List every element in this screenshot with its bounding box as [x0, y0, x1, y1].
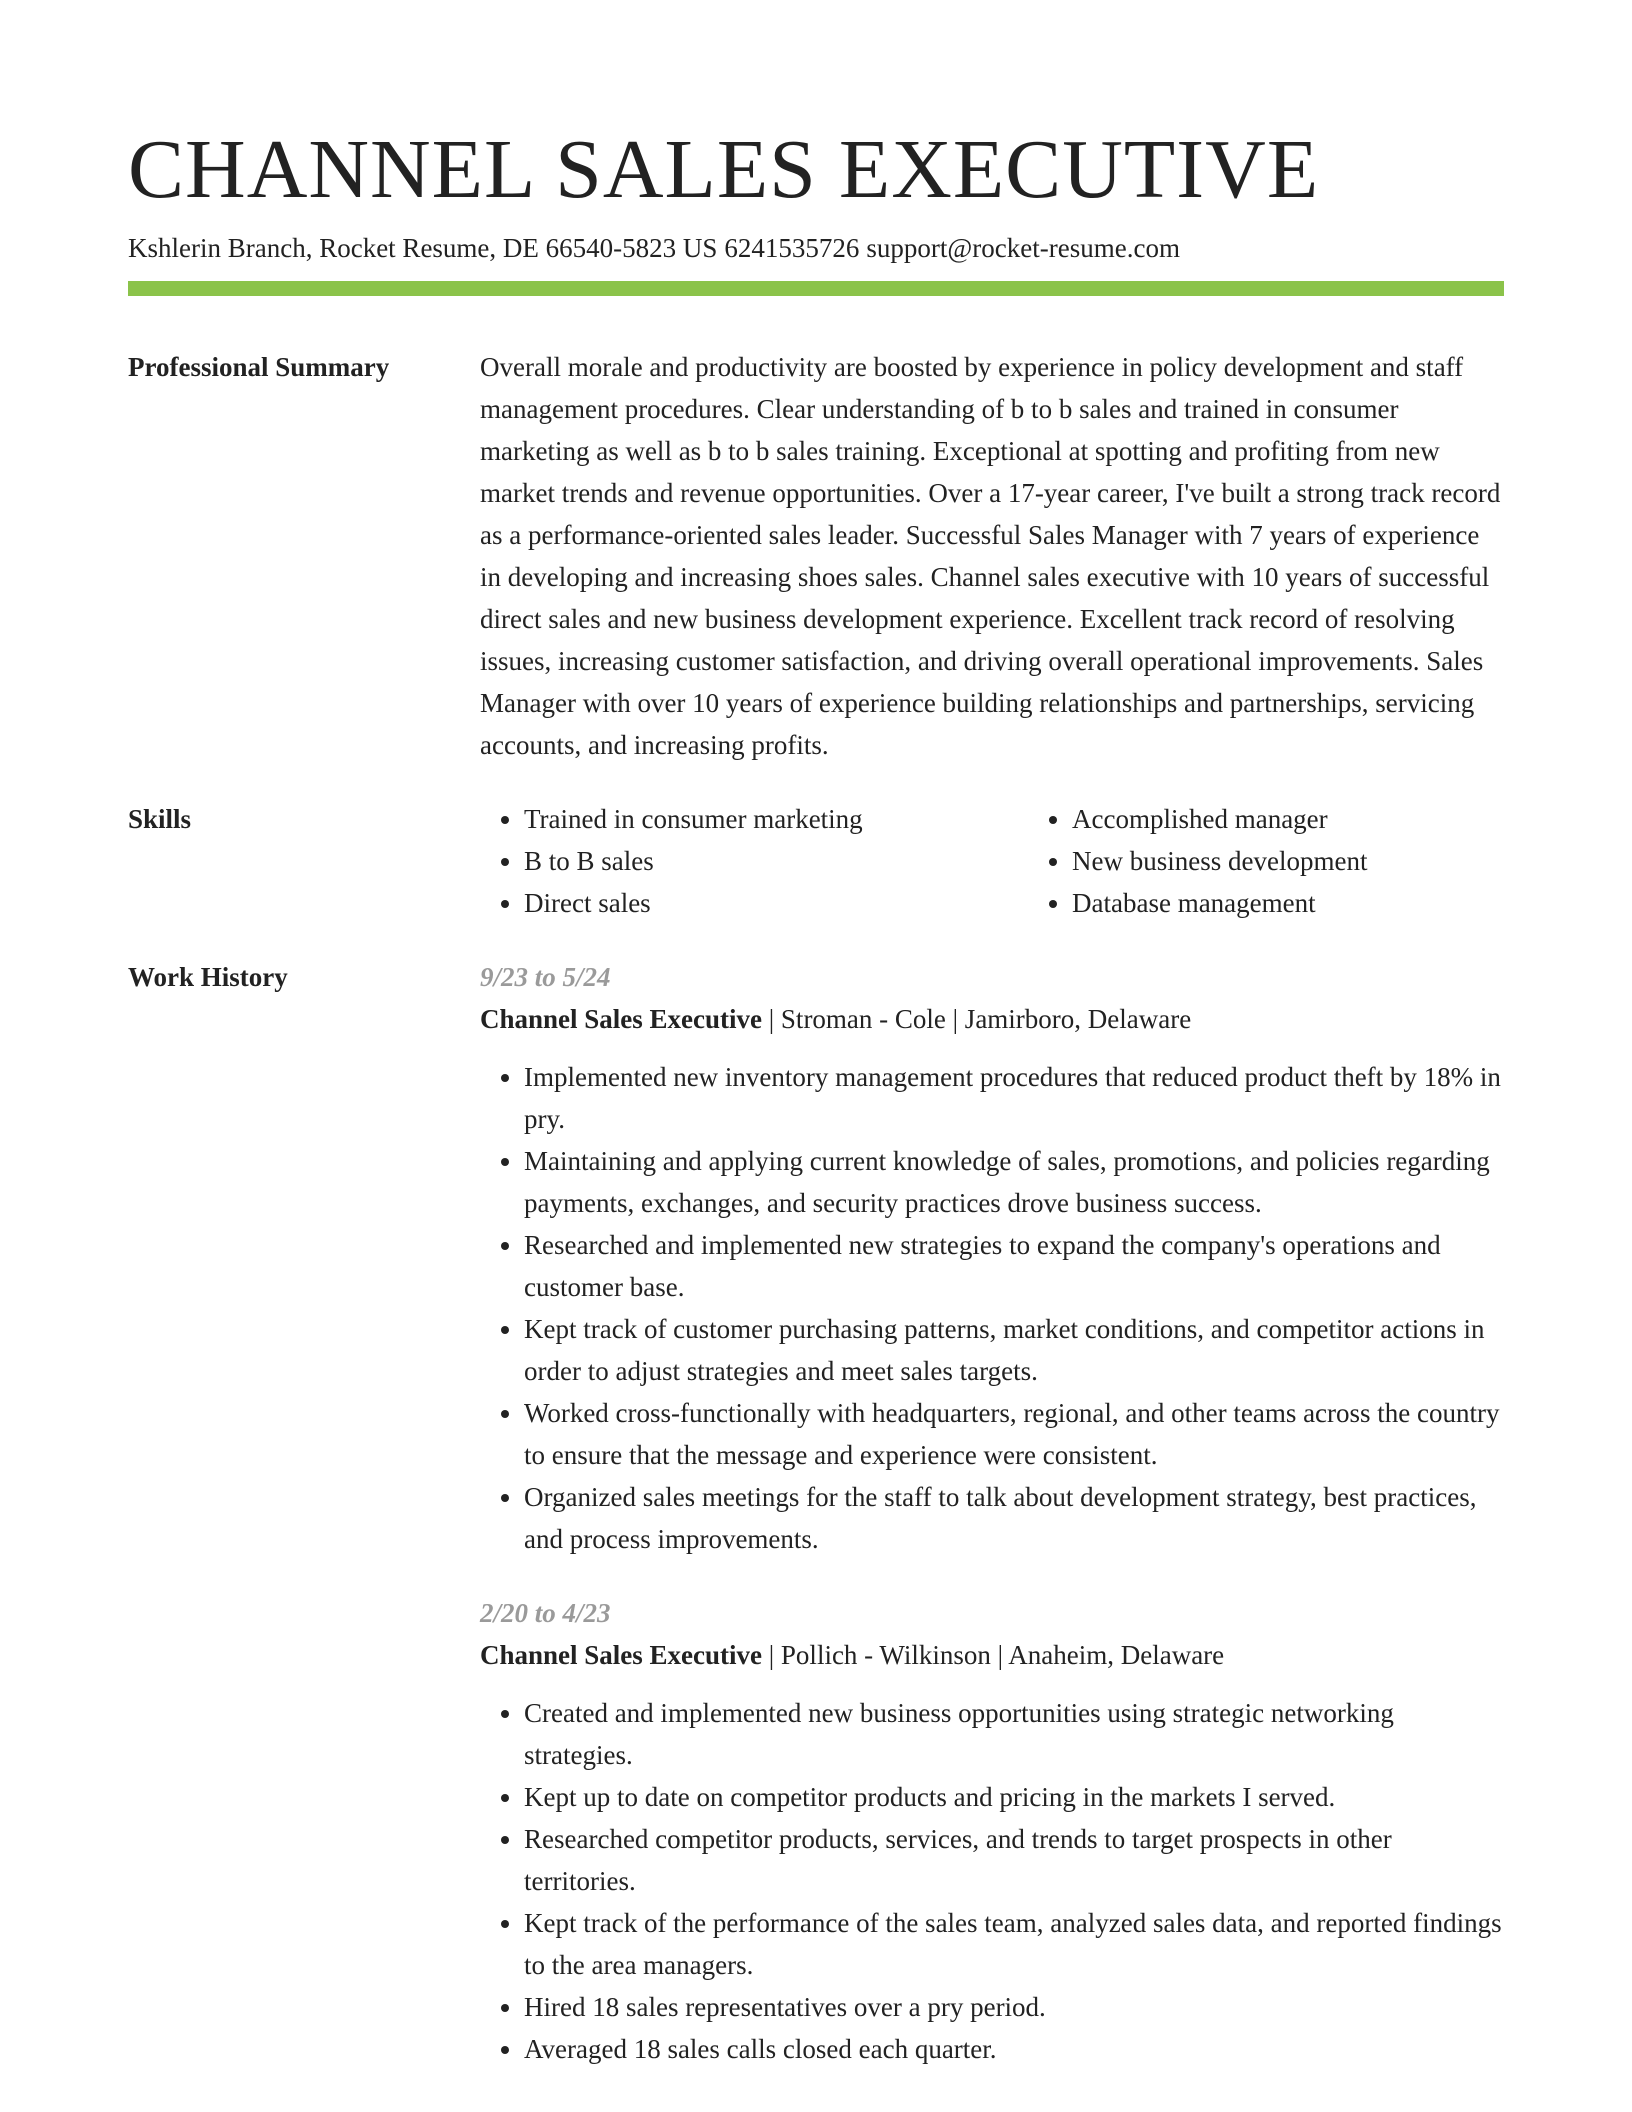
resume-page	[128, 0, 1504, 2070]
job-bullet: • Maintaining and applying current knowledge of sales, promotions, and policies regarding payments, exchanges, and security practices drove business success.	[524, 1140, 1504, 1224]
summary-body	[480, 346, 1504, 766]
skills-body	[480, 798, 1576, 924]
job-bullet: • Kept track of the performance of the sales team, analyzed sales data, and reported findings to the area managers.	[524, 1902, 1504, 1986]
skill-item: • New business development	[1072, 840, 1576, 882]
job-title-line	[480, 998, 1504, 1040]
skills-column-2	[1028, 798, 1576, 924]
contact-phone: 6241535726	[724, 233, 860, 263]
job-details: | Stroman - Cole | Jamirboro, Delaware	[762, 1004, 1192, 1034]
job-bullet: • Researched and implemented new strategies to expand the company's operations and customer base.	[524, 1224, 1504, 1308]
skill-item: • Direct sales	[524, 882, 1028, 924]
work-history-body	[480, 956, 1504, 2070]
job-bullets	[480, 1056, 1504, 1560]
job-bullet: • Organized sales meetings for the staff to talk about development strategy, best practices, and process improvements.	[524, 1476, 1504, 1560]
work-history-section	[128, 956, 1504, 2070]
skill-item: • B to B sales	[524, 840, 1028, 882]
job-bullet: • Created and implemented new business opportunities using strategic networking strategies.	[524, 1692, 1504, 1776]
job-entry	[480, 956, 1504, 1560]
summary-section	[128, 346, 1504, 766]
contact-line	[128, 230, 1504, 266]
skill-item: • Trained in consumer marketing	[524, 798, 1028, 840]
summary-heading: Professional Summary	[128, 352, 390, 382]
skills-column-1	[480, 798, 1028, 924]
skills-section	[128, 798, 1504, 924]
contact-email: support@rocket-resume.com	[866, 233, 1180, 263]
job-entry	[480, 1592, 1504, 2070]
job-bullet: • Researched competitor products, services, and trends to target prospects in other territories.	[524, 1818, 1504, 1902]
job-bullet: • Implemented new inventory management procedures that reduced product theft by 18% in pry.	[524, 1056, 1504, 1140]
resume-title: CHANNEL SALES EXECUTIVE	[128, 123, 1320, 216]
header-divider	[128, 281, 1504, 296]
job-title-line	[480, 1634, 1504, 1676]
work-history-heading: Work History	[128, 962, 288, 992]
job-dates: 2/20 to 4/23	[480, 1598, 611, 1628]
contact-address: Kshlerin Branch, Rocket Resume, DE 66540-5823 US	[128, 233, 718, 263]
skill-item: • Accomplished manager	[1072, 798, 1576, 840]
job-dates: 9/23 to 5/24	[480, 962, 611, 992]
job-bullet: • Averaged 18 sales calls closed each quarter.	[524, 2028, 1504, 2070]
job-title: Channel Sales Executive	[480, 1640, 763, 1670]
job-title: Channel Sales Executive	[480, 1004, 763, 1034]
skills-grid	[480, 798, 1576, 924]
job-bullet: • Worked cross-functionally with headquarters, regional, and other teams across the country to ensure that the message and experience were consistent.	[524, 1392, 1504, 1476]
job-bullet: • Hired 18 sales representatives over a pry period.	[524, 1986, 1504, 2028]
job-bullets	[480, 1692, 1504, 2070]
summary-text: Overall morale and productivity are boosted by experience in policy development and staff management procedures. Clear understanding of b to b sales and trained in consumer marketing as well as b to b sales training. Exceptional at spotting and profiting from new market trends and revenue opportunities. Over a 17-year career, I've built a strong track record as a performance-oriented sales leader. Successful Sales Manager with 7 years of experience in developing and increasing shoes sales. Channel sales executive with 10 years of successful direct sales and new business development experience. Excellent track record of resolving issues, increasing customer satisfaction, and driving overall operational improvements. Sales Manager with over 10 years of experience building relationships and partnerships, servicing accounts, and increasing profits.	[480, 352, 1501, 760]
job-bullet: • Kept up to date on competitor products and pricing in the markets I served.	[524, 1776, 1504, 1818]
job-details: | Pollich - Wilkinson | Anaheim, Delaware	[762, 1640, 1225, 1670]
job-bullet: • Kept track of customer purchasing patterns, market conditions, and competitor actions in order to adjust strategies and meet sales targets.	[524, 1308, 1504, 1392]
skill-item: • Database management	[1072, 882, 1576, 924]
skills-heading: Skills	[128, 804, 192, 834]
